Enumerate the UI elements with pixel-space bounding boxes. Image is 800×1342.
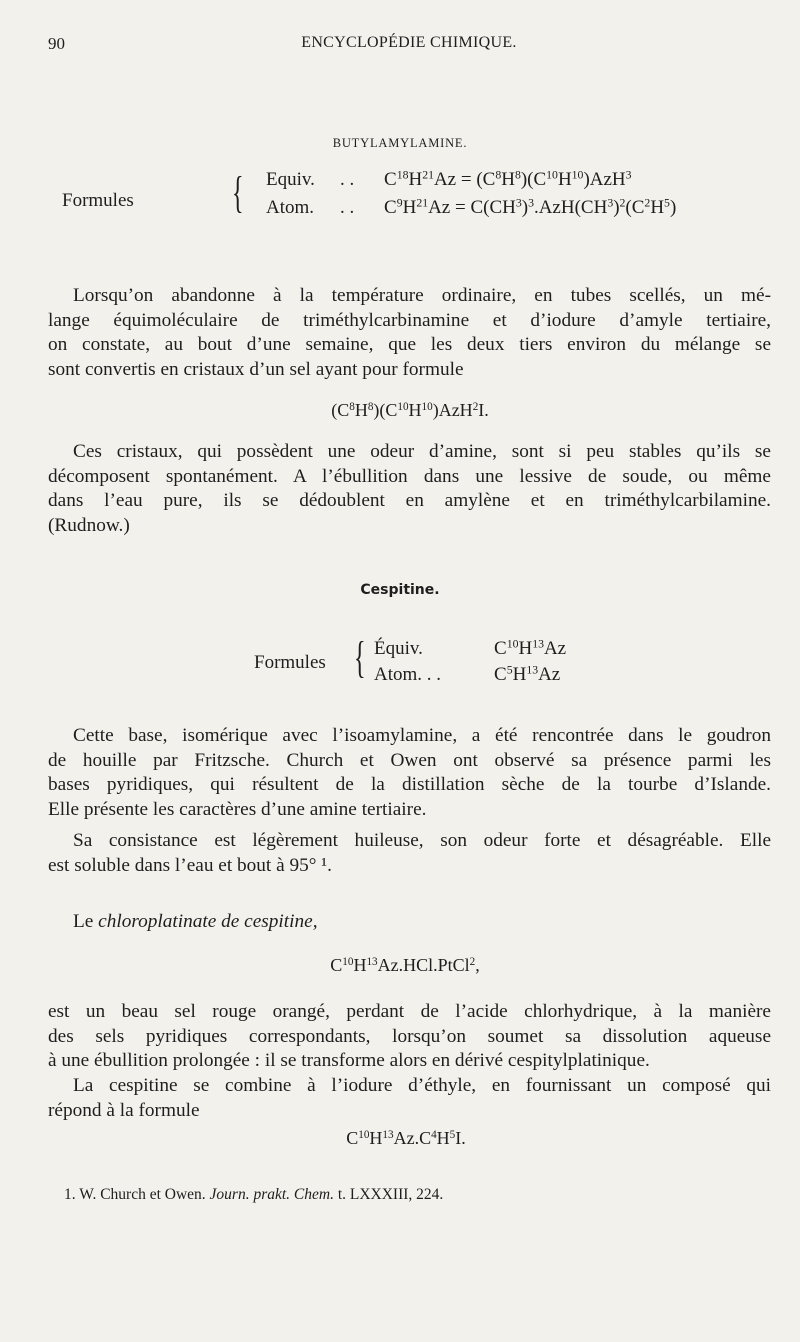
formula-block-cespitine <box>254 634 654 694</box>
brace-icon: { <box>232 168 244 217</box>
equiv-label: Équiv. <box>374 638 423 659</box>
text-line: de houille par Fritzsche. Church et Owen ont observé sa présence parmi les <box>48 749 771 771</box>
footnote-reference: t. LXXXIII, 224. <box>337 1186 444 1203</box>
atom-label: Atom. . . <box>374 664 442 685</box>
chloroplatinate-formula: $C^{10}H^{13}Az.HCl.PtCl^2$, <box>330 955 480 975</box>
page-header <box>48 34 770 58</box>
paragraph-cespitine-origin <box>48 724 771 822</box>
page-number: 90 <box>48 34 65 53</box>
running-title: ENCYCLOPÉDIE CHIMIQUE. <box>301 34 517 51</box>
text-line: bases pyridiques, qui résultent de la distillation sèche de la tourbe d’Islande. <box>48 774 771 796</box>
footnote-authors: W. Church et Owen. <box>79 1186 206 1203</box>
brace-icon: { <box>354 633 366 682</box>
text-line: Sa consistance est légèrement huileuse, son odeur forte et désagréable. Elle <box>73 830 771 851</box>
text-line: est un beau sel rouge orangé, perdant de l’acide chlorhydrique, à la manière <box>48 1001 771 1022</box>
section-title-butylamylamine: BUTYLAMYLAMINE. <box>332 136 468 150</box>
paragraph-chloroplatinate <box>48 1000 771 1074</box>
equiv-label: Equiv. <box>266 169 315 190</box>
chloroplatinate-intro <box>48 910 771 935</box>
text-line: des sels pyridiques correspondants, lorsqu’on soumet sa dissolution aqueuse <box>48 1025 771 1047</box>
text-line: sont convertis en cristaux d’un sel ayant pour formule <box>48 358 464 380</box>
text-line: (Rudnow.) <box>48 514 130 536</box>
atom-formula: $C^9H^{21}Az = C(CH^3)^3.AzH(CH^3)^2(C^2H^5)$ <box>384 196 677 218</box>
section-title-cespitine: Cespitine. <box>360 582 440 598</box>
formula-block-butylamylamine: Formules { Equiv. . . $C^{18}H^{21}Az = (C^8H^8)(C^{10}H^{10})AzH^3$ Atom. . . $C^9H^{21}Az = C(CH^3)^3.AzH(CH^3)^2(C^2H^5)$ <box>62 168 677 218</box>
salt-formula: $(C^8H^8)(C^{10}H^{10})AzH^2I$. <box>331 400 489 420</box>
equiv-formula: $C^{10}H^{13}Az$ <box>494 637 567 659</box>
paragraph-ethyl-iodide <box>48 1074 771 1123</box>
atom-label: Atom. <box>266 197 315 218</box>
intro-prefix: Le <box>73 911 99 932</box>
text-line: répond à la formule <box>48 1099 200 1121</box>
text-line: on constate, au bout d’une semaine, que les deux tiers environ du mélange se <box>48 334 771 356</box>
formula-label: Formules <box>62 190 134 211</box>
text-line: Ces cristaux, qui possèdent une odeur d’amine, sont si peu stables qu’ils se <box>73 441 771 462</box>
footnote-number: 1. <box>64 1186 76 1203</box>
formula-label: Formules <box>254 652 326 673</box>
text-line: à une ébullition prolongée : il se transforme alors en dérivé cespitylplatinique. <box>48 1050 650 1072</box>
footnote-journal: Journ. prakt. Chem. <box>209 1186 334 1203</box>
chloroplatinate-term: chloroplatinate de cespitine, <box>98 911 318 932</box>
text-line: Cette base, isomérique avec l’isoamylamine, a été rencontrée dans le goudron <box>73 725 771 746</box>
text-line: La cespitine se combine à l’iodure d’éthyle, en fournissant un composé qui <box>73 1075 771 1096</box>
equiv-formula: $C^{18}H^{21}Az = (C^8H^8)(C^{10}H^{10})AzH^3$ <box>384 168 632 190</box>
text-line: Lorsqu’on abandonne à la température ordinaire, en tubes scellés, un mé- <box>73 285 771 306</box>
text-line: dans l’eau pure, ils se dédoublent en amylène et en triméthylcarbilamine. <box>48 490 771 512</box>
paragraph-cespitine-properties <box>48 829 771 878</box>
text-line: Elle présente les caractères d’une amine tertiaire. <box>48 798 427 820</box>
paragraph-butylamylamine-prep <box>48 284 771 382</box>
ethyl-compound-formula: $C^{10}H^{13}Az.C^4H^5I$. <box>346 1128 466 1148</box>
footnote <box>64 1186 443 1204</box>
text-line: décomposent spontanément. A l’ébullition dans une lessive de soude, ou même <box>48 465 771 487</box>
atom-formula: $C^5H^{13}Az$ <box>494 663 561 685</box>
paragraph-butylamylamine-properties <box>48 440 771 538</box>
text-line: est soluble dans l’eau et bout à 95° ¹. <box>48 854 332 876</box>
text-line: lange équimoléculaire de triméthylcarbinamine et d’iodure d’amyle tertiaire, <box>48 309 771 331</box>
